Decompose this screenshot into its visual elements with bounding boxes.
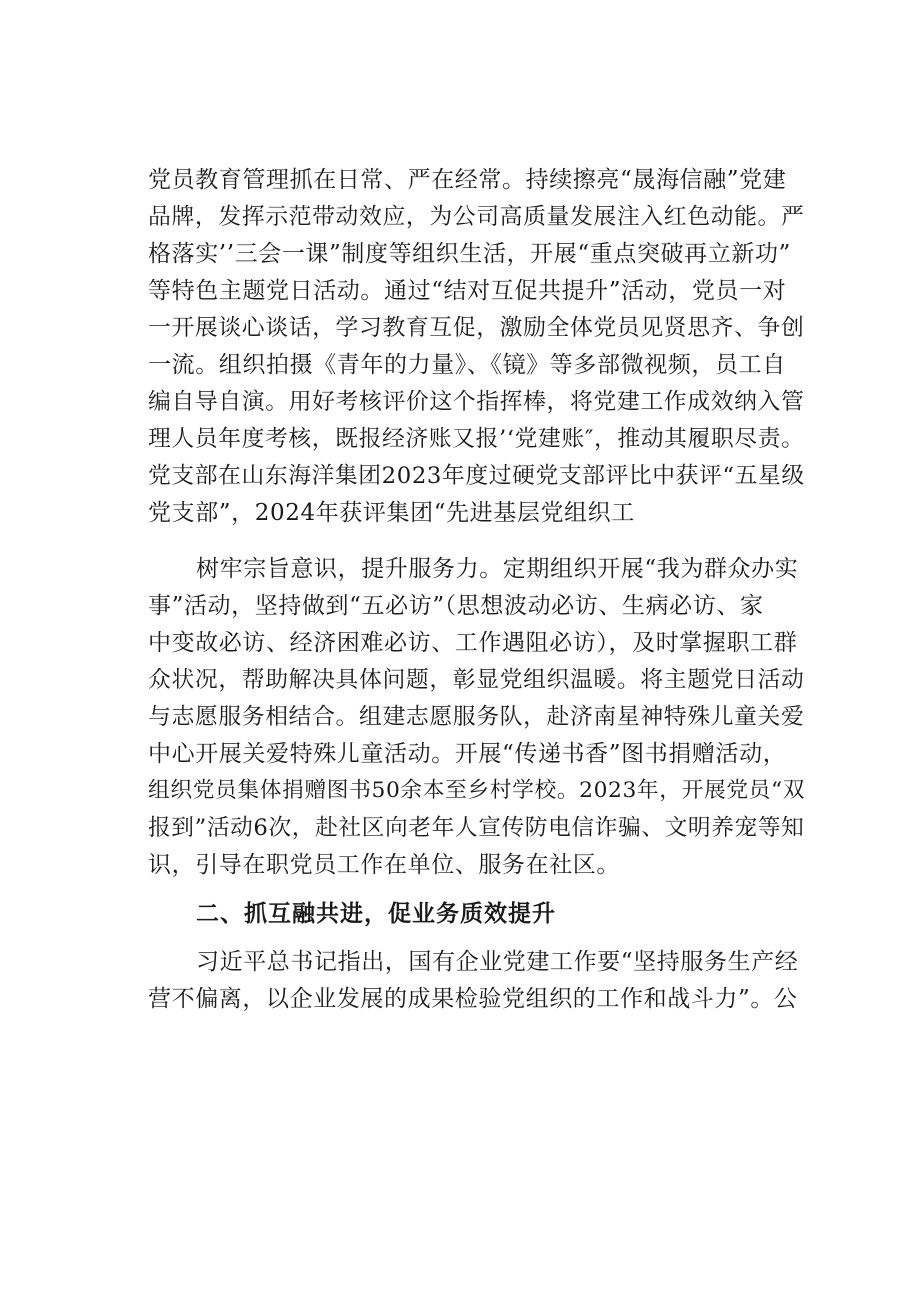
paragraph-2-line-6: 中心开展关爱特殊儿童活动。开展“传递书香”图书捐赠活动， [148, 741, 787, 767]
paragraph-1-line-3: 格落实’’三会一课”制度等组织生活，开展“重点突破再立新功” [148, 241, 791, 267]
paragraph-3-line-1: 习近平总书记指出，国有企业党建工作要“坚持服务生产经 [196, 949, 799, 975]
paragraph-1-line-2: 品牌，发挥示范带动效应，为公司高质量发展注入红色动能。严 [148, 204, 805, 230]
paragraph-2-line-7: 组织党员集体捐赠图书50余本至乡村学校。2023年，开展党员“双 [148, 778, 806, 803]
paragraph-2-line-9: 识，引导在职党员工作在单位、服务在社区。 [148, 852, 620, 878]
paragraph-2-line-8: 报到”活动6次，赴社区向老年人宣传防电信诈骗、文明养宠等知 [148, 815, 805, 841]
paragraph-1-line-9: 党支部在山东海洋集团2023年度过硬党支部评比中获评“五星级 [148, 463, 805, 489]
paragraph-3-line-2: 营不偏离，以企业发展的成果检验党组织的工作和战斗力”。公 [148, 986, 798, 1012]
paragraph-2-line-1: 树牢宗旨意识，提升服务力。定期组织开展“我为群众办实 [196, 556, 799, 582]
paragraph-1-line-4: 等特色主题党日活动。通过“结对互促共提升”活动，党员一对 [148, 278, 787, 304]
paragraph-1-line-6: 一流。组织拍摄《青年的力量》、《镜》等多部微视频，员工自 [148, 352, 786, 378]
paragraph-1-line-1: 党员教育管理抓在日常、严在经常。持续擦亮“晟海信融”党建 [148, 167, 787, 193]
section-heading: 二、抓互融共进，促业务质效提升 [196, 901, 556, 927]
paragraph-2-line-3: 中变故必访、经济困难必访、工作遇阻必访），及时掌握职工群 [148, 630, 798, 656]
paragraph-1-line-5: 一开展谈心谈话，学习教育互促，激励全体党员见贤思齐、争创 [148, 315, 805, 341]
paragraph-2-line-4: 众状况，帮助解决具体问题，彰显党组织温暖。将主题党日活动 [148, 667, 805, 693]
paragraph-2-line-5: 与志愿服务相结合。组建志愿服务队，赴济南星神特殊儿童关爱 [148, 704, 805, 730]
paragraph-2-line-2: 事”活动，坚持做到“五必访”（思想波动必访、生病必访、家 [148, 593, 764, 619]
paragraph-1-line-10: 党支部”，2024年获评集团“先进基层党组织工 [148, 500, 635, 526]
paragraph-1-line-8: 理人员年度考核，既报经济账又报’‘党建账″，推动其履职尽责。 [148, 426, 805, 452]
paragraph-1-line-7: 编自导自演。用好考核评价这个指挥棒，将党建工作成效纳入管 [148, 389, 805, 415]
